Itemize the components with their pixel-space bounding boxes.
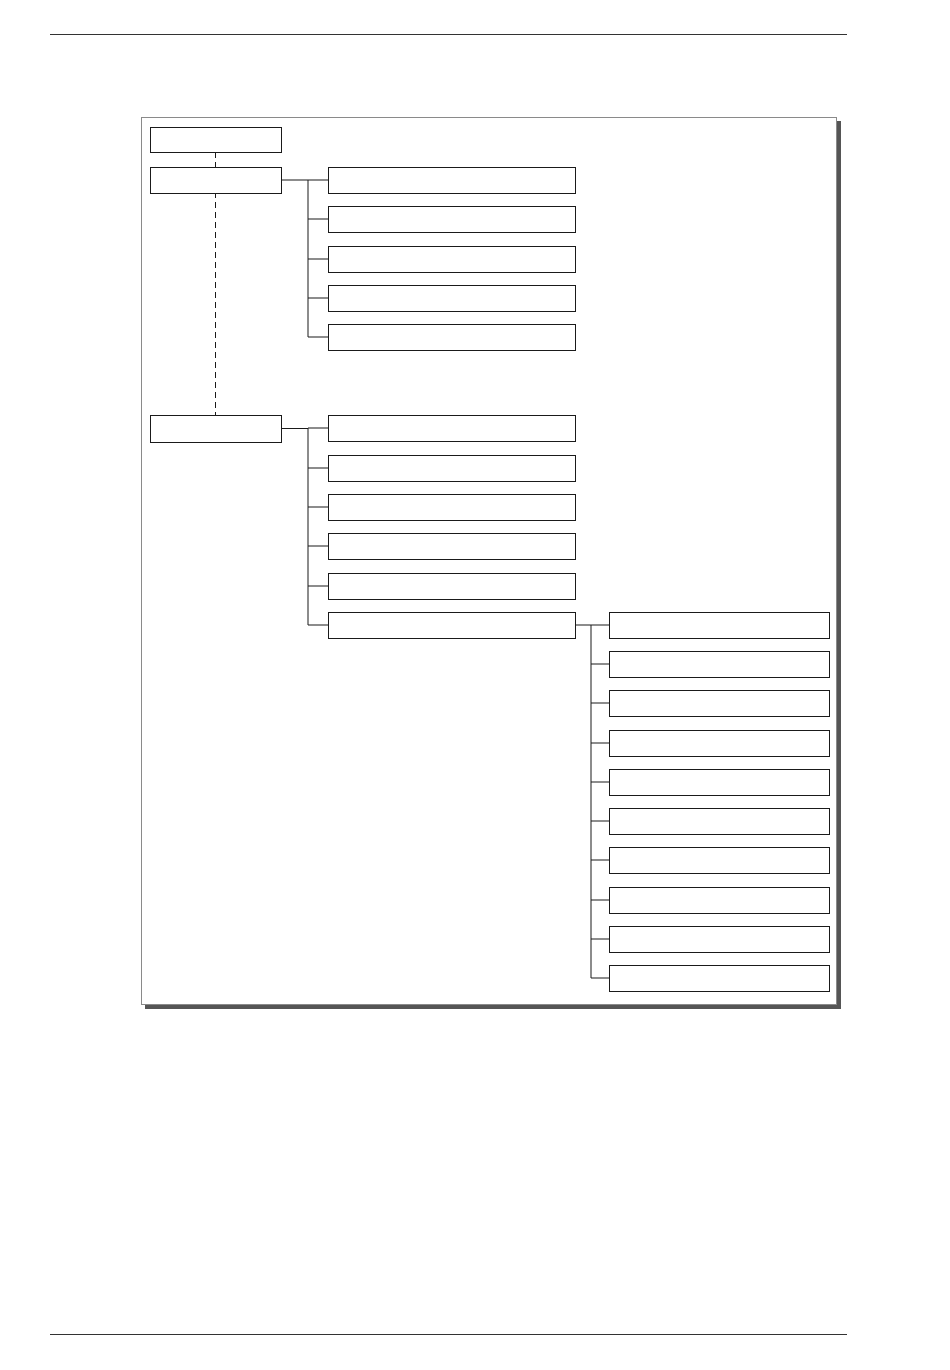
node-box-group-a [151,168,282,194]
node-box-b6 [329,613,576,639]
node-box-c1 [610,613,830,639]
node-box-a1 [329,168,576,194]
node-box-b1 [329,416,576,442]
node-box-c7 [610,848,830,874]
node-box-a4 [329,286,576,312]
node-box-c2 [610,652,830,678]
node-box-b3 [329,495,576,521]
node-box-a2 [329,207,576,233]
node-box-c6 [610,809,830,835]
bottom-rule [50,1334,847,1335]
node-box-c9 [610,927,830,953]
node-box-group-b [151,416,282,443]
node-box-c10 [610,966,830,992]
node-box-b5 [329,574,576,600]
node-box-c5 [610,770,830,796]
node-box-c4 [610,731,830,757]
node-box-c3 [610,691,830,717]
node-box-c8 [610,888,830,914]
node-box-root [151,128,282,153]
node-box-b2 [329,456,576,482]
node-box-a5 [329,325,576,351]
node-box-a3 [329,247,576,273]
node-box-b4 [329,534,576,560]
